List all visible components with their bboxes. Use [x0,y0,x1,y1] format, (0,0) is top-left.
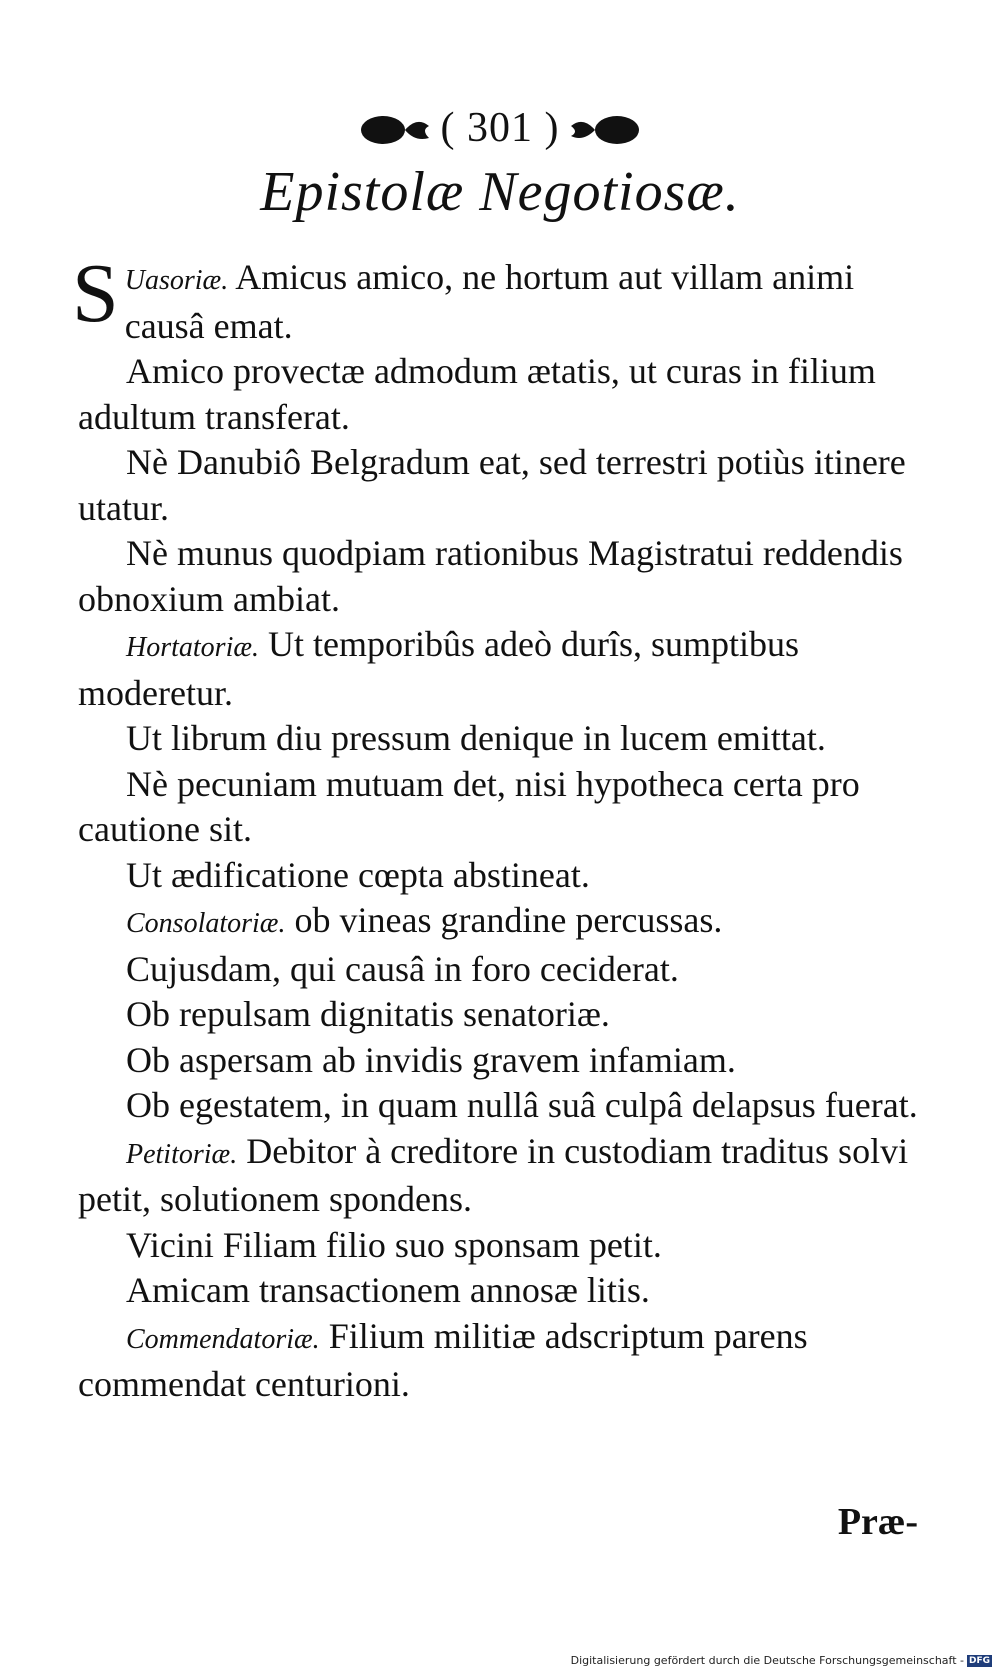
letter-entry [78,947,928,993]
entry-text: Ut temporibûs adeò durîs, sumptibus moderetur. [78,624,799,713]
letter-entry [78,1314,928,1408]
entry-text: ob vineas grandine percussas. [294,900,723,940]
entry-text: Nè munus quodpiam rationibus Magistratui reddendis obnoxium ambiat. [78,533,903,619]
letter-entry [78,716,928,762]
entry-text: Ob egestatem, in quam nullâ suâ culpâ delapsus fuerat. [126,1085,918,1125]
page-header [0,104,1000,152]
dfg-logo-icon: DFG [968,1655,990,1666]
entry-text: Filium militiæ adscriptum parens commendat centurioni. [78,1315,808,1404]
letter-entry [78,1268,928,1314]
entry-text: Amico provectæ admodum ætatis, ut curas in filium adultum transferat. [78,351,876,437]
letter-list [72,247,928,1408]
letter-entry [78,898,928,947]
entry-text: Amicam transactionem annosæ litis. [126,1270,650,1310]
entry-text: Ut ædificatione cœpta abstineat. [126,854,590,895]
category-label: Hortatoriæ. [126,632,260,663]
ornament-right-icon [565,108,645,148]
category-label: Uasoriæ. [124,265,229,296]
letter-entry [78,1223,928,1269]
ornament-left-icon [355,108,435,148]
letter-entry [78,762,928,853]
entry-text: Debitor à creditore in custodiam traditus solvi petit, solutionem spondens. [78,1130,909,1219]
letter-entry [78,1083,928,1129]
letter-entry [78,1038,928,1084]
entry-text: Cujusdam, qui causâ in foro ceciderat. [126,948,679,989]
entry-text: Nè pecuniam mutuam det, nisi hypotheca certa pro cautione sit. [78,763,860,849]
entry-text: Vicini Filiam filio suo sponsam petit. [126,1224,662,1265]
page-number: ( 301 ) [440,105,560,151]
catchword: Præ- [837,1501,918,1543]
letter-entry [78,440,928,531]
entry-text: Ut librum diu pressum denique in lucem emittat. [126,718,826,758]
category-label: Commendatoriæ. [126,1323,320,1355]
category-label: Petitoriæ. [126,1138,238,1170]
letter-entry [78,1129,928,1223]
entry-text: Nè Danubiô Belgradum eat, sed terrestri potiùs itinere utatur. [78,442,906,528]
entry-text: Amicus amico, ne hortum aut villam animi causâ emat. [124,257,855,346]
letter-entry [78,255,928,349]
digitization-footer [571,1654,992,1667]
category-label: Consolatoriæ. [126,908,286,939]
letter-entry [78,992,928,1038]
letter-entry [78,622,928,716]
drop-cap: S [72,247,119,340]
letter-entry [78,349,928,440]
page-title: Epistolæ Negotiosæ. [260,161,740,223]
entry-text: Ob aspersam ab invidis gravem infamiam. [126,1039,736,1080]
letter-entry [78,853,928,899]
entry-text: Ob repulsam dignitatis senatoriæ. [126,994,610,1034]
footer-text: Digitalisierung gefördert durch die Deutsche Forschungsgemeinschaft - [570,1654,964,1667]
letter-entry [78,531,928,622]
